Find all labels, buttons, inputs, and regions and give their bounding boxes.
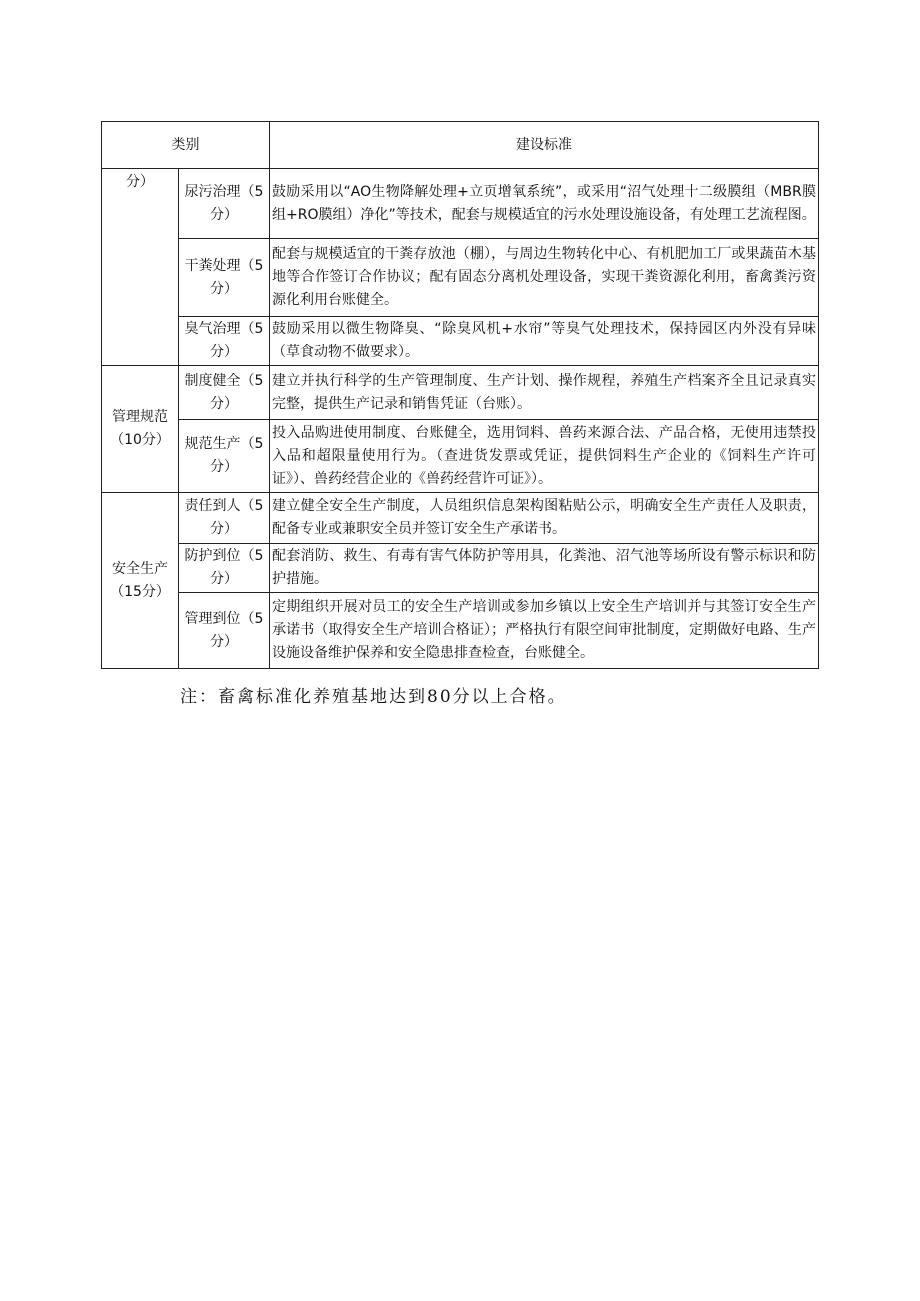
- standard-cell: 鼓励采用以微生物降臭、“除臭风机+水帘”等臭气处理技术，保持园区内外没有异味（草食动物不做要求）。: [270, 317, 819, 366]
- header-standard: 建设标准: [270, 122, 819, 169]
- table-row: [102, 169, 819, 239]
- standard-cell: 配套与规模适宜的干粪存放池（棚），与周边生物转化中心、有机肥加工厂或果蔬苗木基地等合作签订合作协议；配有固态分离机处理设备，实现干粪资源化利用，畜禽粪污资源化利用台账健全。: [270, 239, 819, 317]
- subcategory-cell: 干粪处理（5分）: [179, 239, 270, 317]
- standard-cell: 鼓励采用以“AO生物降解处理+立页增氧系统”，或采用“沼气处理十二级膜组（MBR膜组+RO膜组）净化”等技术，配套与规模适宜的污水处理设施设备，有处理工艺流程图。: [270, 169, 819, 239]
- subcategory-cell: 管理到位（5分）: [179, 593, 270, 669]
- standard-cell: 配套消防、救生、有毒有害气体防护等用具，化粪池、沼气池等场所设有警示标识和防护措施。: [270, 544, 819, 593]
- standard-cell: 建立并执行科学的生产管理制度、生产计划、操作规程，养殖生产档案齐全且记录真实完整，提供生产记录和销售凭证（台账）。: [270, 366, 819, 420]
- subcategory-cell: 责任到人（5分）: [179, 493, 270, 544]
- category-cell: 安全生产（15分）: [102, 493, 179, 669]
- category-cell: 分）: [102, 169, 179, 366]
- table-row: [102, 366, 819, 420]
- subcategory-cell: 规范生产（5分）: [179, 420, 270, 493]
- category-cell: 管理规范（10分）: [102, 366, 179, 493]
- table-row: [102, 544, 819, 593]
- table-row: [102, 317, 819, 366]
- header-category: 类别: [102, 122, 270, 169]
- table-row: [102, 420, 819, 493]
- standards-table: [101, 121, 819, 669]
- standard-cell: 定期组织开展对员工的安全生产培训或参加乡镇以上安全生产培训并与其签订安全生产承诺书（取得安全生产培训合格证）；严格执行有限空间审批制度，定期做好电路、生产设施设备维护保养和安全隐患排查检查，台账健全。: [270, 593, 819, 669]
- subcategory-cell: 防护到位（5分）: [179, 544, 270, 593]
- standard-cell: 建立健全安全生产制度，人员组织信息架构图粘贴公示，明确安全生产责任人及职责，配备专业或兼职安全员并签订安全生产承诺书。: [270, 493, 819, 544]
- footnote: 注：畜禽标准化养殖基地达到80分以上合格。: [180, 687, 567, 707]
- table-header-row: [102, 122, 819, 169]
- standard-cell: 投入品购进使用制度、台账健全，选用饲料、兽药来源合法、产品合格，无使用违禁投入品和超限量使用行为。（查进货发票或凭证，提供饲料生产企业的《饲料生产许可证》）、兽药经营企业的《兽药经营许可证》）。: [270, 420, 819, 493]
- table-row: [102, 593, 819, 669]
- table-row: [102, 493, 819, 544]
- table-row: [102, 239, 819, 317]
- subcategory-cell: 制度健全（5分）: [179, 366, 270, 420]
- subcategory-cell: 臭气治理（5分）: [179, 317, 270, 366]
- subcategory-cell: 尿污治理（5分）: [179, 169, 270, 239]
